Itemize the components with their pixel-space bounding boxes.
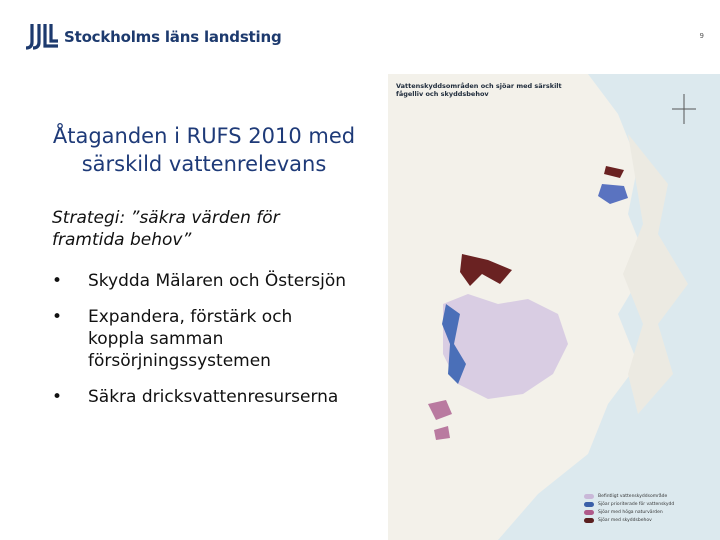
map-title: Vattenskyddsområden och sjöar med särskilt fågelliv och skyddsbehov [396, 82, 562, 98]
bullet-item [52, 386, 352, 408]
legend-swatch [584, 510, 594, 515]
slide-number: 9 [699, 32, 704, 40]
bullet-text: Säkra dricksvattenresurserna [88, 387, 339, 407]
legend-label: Sjöar med höga naturvärden [598, 509, 663, 515]
bullet-item [52, 270, 352, 292]
map-panel [388, 74, 720, 540]
slide-title: Åtaganden i RUFS 2010 med särskild vattenrelevans [52, 124, 356, 176]
bullet-marker: • [52, 271, 63, 291]
region-map [388, 74, 720, 540]
legend-row [584, 516, 718, 524]
bullet-text: Skydda Mälaren och Östersjön [88, 271, 347, 291]
organization-name: Stockholms läns landsting [64, 28, 282, 46]
legend-label: Sjöar prioriterade för vattenskydd [598, 501, 675, 507]
bullet-marker: • [52, 387, 63, 407]
legend-swatch [584, 502, 594, 507]
sll-logo-icon [26, 22, 60, 52]
bullet-marker: • [52, 307, 63, 327]
legend-label: Befintligt vattenskyddsområde [598, 493, 668, 499]
legend-row [584, 508, 718, 516]
bullet-item [52, 306, 352, 372]
slide-subtitle: Strategi: ”säkra värden för framtida behov” [52, 208, 280, 250]
legend-label: Sjöar med skyddsbehov [598, 517, 652, 523]
bullet-text: Expandera, förstärk och koppla samman försörjningssystemen [88, 307, 293, 371]
header-bar [0, 0, 720, 74]
bullet-list [52, 270, 352, 422]
legend-row [584, 500, 718, 508]
map-legend [584, 492, 718, 524]
legend-swatch [584, 494, 594, 499]
legend-swatch [584, 518, 594, 523]
organization-logo [26, 22, 281, 52]
legend-row [584, 492, 718, 500]
